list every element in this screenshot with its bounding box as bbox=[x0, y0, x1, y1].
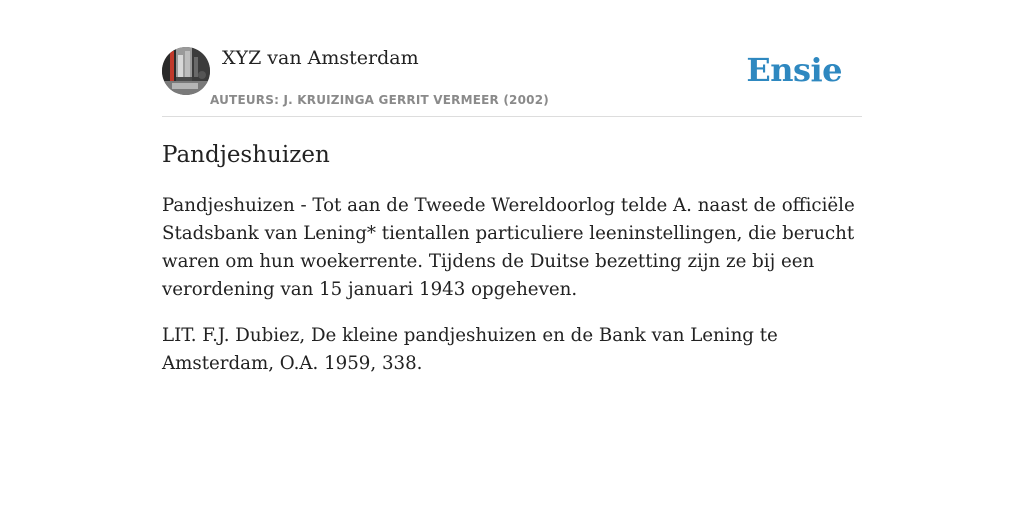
entry-paragraph-definition: Pandjeshuizen - Tot aan de Tweede Wereldoorlog telde A. naast de officiële Stadsbank van Lening* tientallen particuliere leeninstellingen, die berucht waren om hun woekerrente. Tijdens de Duitse bezetting zijn ze bij een verordening van 15 januari 1943 opgeheven. bbox=[162, 195, 855, 300]
book-title-link[interactable]: XYZ van Amsterdam bbox=[222, 47, 419, 69]
book-cover-image bbox=[162, 47, 210, 95]
entry-title: Pandjeshuizen bbox=[162, 142, 330, 168]
ensie-logo[interactable]: Ensie bbox=[746, 51, 842, 89]
entry-content bbox=[162, 192, 866, 396]
authors-line: AUTEURS: J. KRUIZINGA GERRIT VERMEER (2002) bbox=[210, 93, 549, 107]
entry-paragraph-literature: LIT. F.J. Dubiez, De kleine pandjeshuizen en de Bank van Lening te Amsterdam, O.A. 1959, 338. bbox=[162, 325, 778, 374]
book-cover-avatar[interactable] bbox=[162, 47, 210, 95]
header bbox=[162, 46, 862, 117]
